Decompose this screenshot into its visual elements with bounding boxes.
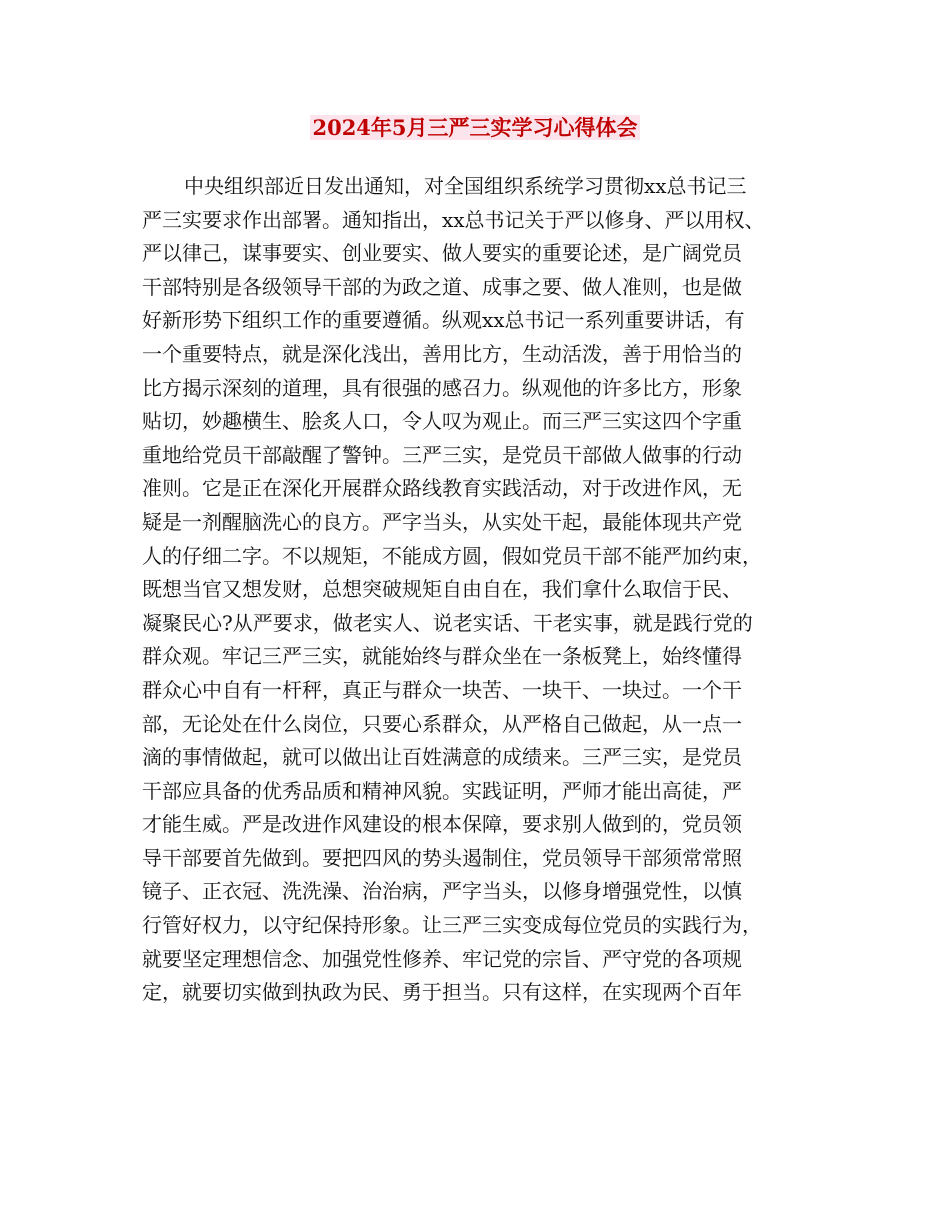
body-line: 才能生威。严是改进作风建设的根本保障，要求别人做到的，党员领 [142,812,742,837]
document-title [0,112,950,144]
body-line: 中央组织部近日发出通知，对全国组织系统学习贯彻xx总书记三 [184,174,747,198]
body-line: 干部特别是各级领导干部的为政之道、成事之要、做人准则，也是做 [142,274,742,299]
body-line: 导干部要首先做到。要把四风的势头遏制住，党员领导干部须常常照 [142,845,742,870]
body-line: 比方揭示深刻的道理，具有很强的感召力。纵观他的许多比方，形象 [142,375,742,400]
body-line: 准则。它是正在深化开展群众路线教育实践活动，对于改进作风，无 [142,476,742,501]
body-line: 行管好权力，以守纪保持形象。让三严三实变成每位党员的实践行为， [142,913,762,938]
body-line: 群众心中自有一杆秤，真正与群众一块苦、一块干、一块过。一个干 [142,677,742,702]
document-body [142,170,802,1010]
body-line: 定，就要切实做到执政为民、勇于担当。只有这样，在实现两个百年 [142,980,742,1005]
body-line: 部，无论处在什么岗位，只要心系群众，从严格自己做起，从一点一 [142,711,742,736]
body-line: 一个重要特点，就是深化浅出，善用比方，生动活泼，善于用恰当的 [142,341,742,366]
body-line: 严以律己，谋事要实、创业要实、做人要实的重要论述，是广阔党员 [142,241,742,266]
body-line: 群众观。牢记三严三实，就能始终与群众坐在一条板凳上，始终懂得 [142,644,742,669]
body-line: 既想当官又想发财，总想突破规矩自由自在，我们拿什么取信于民、 [142,577,742,602]
body-line: 凝聚民心?从严要求，做老实人、说老实话、干老实事，就是践行党的 [142,610,753,635]
document-title-text: 2024年5月三严三实学习心得体会 [312,115,638,140]
body-line: 滴的事情做起，就可以做出让百姓满意的成绩来。三严三实，是党员 [142,745,742,770]
body-line: 人的仔细二字。不以规矩，不能成方圆，假如党员干部不能严加约束， [142,543,762,568]
body-line: 就要坚定理想信念、加强党性修养、牢记党的宗旨、严守党的各项规 [142,946,742,971]
body-line: 干部应具备的优秀品质和精神风貌。实践证明，严师才能出高徒，严 [142,778,742,803]
body-line: 疑是一剂醒脑洗心的良方。严字当头，从实处干起，最能体现共产党 [142,509,742,534]
body-line: 好新形势下组织工作的重要遵循。纵观xx总书记一系列重要讲话，有 [142,308,745,333]
body-line: 镜子、正衣冠、洗洗澡、治治病，严字当头，以修身增强党性，以慎 [142,879,742,904]
body-line: 贴切，妙趣横生、脍炙人口，令人叹为观止。而三严三实这四个字重 [142,409,742,434]
body-line: 重地给党员干部敲醒了警钟。三严三实，是党员干部做人做事的行动 [142,442,742,467]
body-line: 严三实要求作出部署。通知指出，xx总书记关于严以修身、严以用权、 [142,207,765,232]
